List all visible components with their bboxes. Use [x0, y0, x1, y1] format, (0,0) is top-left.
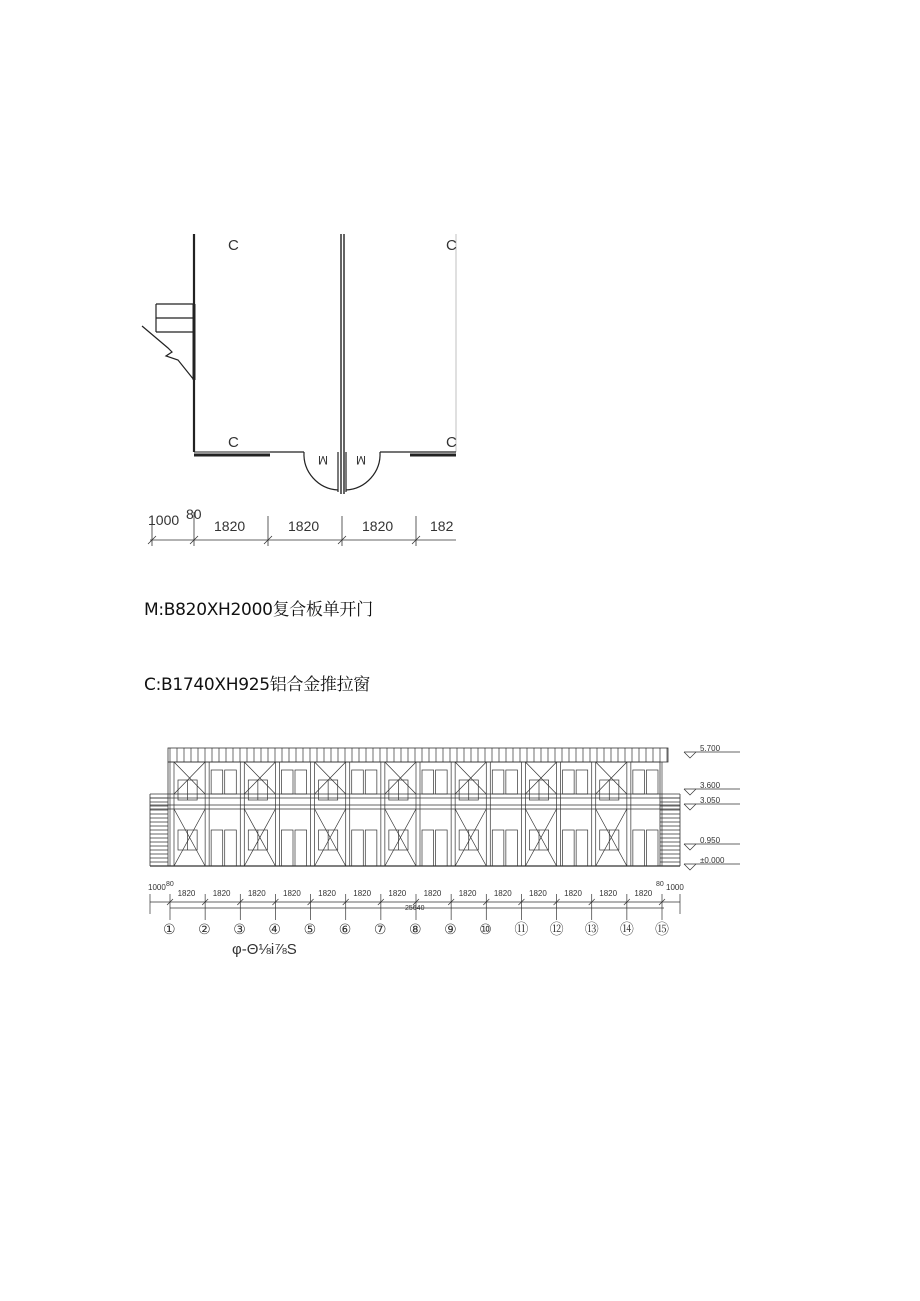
door-frame: [436, 770, 448, 794]
axis-label: ④: [268, 921, 281, 937]
window-mark: C: [446, 237, 457, 254]
dim-label: 1000: [666, 883, 684, 892]
dim-label: 1000: [148, 512, 180, 528]
level-marker: [684, 789, 696, 795]
door-frame: [295, 830, 307, 866]
axis-label: ⑩: [479, 921, 492, 937]
door-frame: [436, 830, 448, 866]
door-frame: [646, 830, 658, 866]
door-frame: [576, 830, 588, 866]
dim-label: 80: [186, 506, 202, 522]
bay-dim-label: 1820: [283, 889, 301, 898]
dim-label: 182: [430, 518, 454, 534]
door-mark: M: [356, 453, 366, 467]
bay-dim-label: 1820: [388, 889, 407, 898]
door-frame: [422, 770, 434, 794]
door-frame: [352, 830, 364, 866]
axis-label: ①: [163, 921, 176, 937]
door-frame: [211, 830, 223, 866]
bay-dim-label: 1820: [458, 889, 477, 898]
axis-label: ⑨: [444, 921, 457, 937]
door-frame: [352, 770, 364, 794]
axis-label: ②: [198, 921, 211, 937]
door-frame: [633, 770, 645, 794]
level-label: 3.600: [700, 781, 721, 790]
door-frame: [633, 830, 645, 866]
dim-label: 1820: [214, 518, 246, 534]
axis-label: ③: [233, 921, 246, 937]
dim-label: 1000: [148, 883, 166, 892]
axis-label: ⑥: [338, 921, 352, 937]
window-spec-text: C:B1740XH925铝合金推拉窗: [144, 675, 371, 695]
door-frame: [281, 770, 293, 794]
elevation-caption: φ-Θ⅛i⅞S: [232, 941, 297, 958]
bay-dim-label: 1820: [318, 889, 336, 898]
door-spec-text: M:B820XH2000复合板单开门: [144, 600, 373, 620]
bay-dim-label: 1820: [177, 889, 196, 898]
bay-dim-label: 1820: [599, 889, 618, 898]
bay-dim-label: 1820: [212, 889, 231, 898]
dim-label: 1820: [362, 518, 394, 534]
level-label: 0.950: [700, 836, 721, 845]
door-frame: [365, 830, 377, 866]
bay-dim-label: 1820: [247, 889, 266, 898]
elevation-drawing: [0, 730, 920, 990]
bay-dim-label: 1820: [493, 889, 512, 898]
door-frame: [492, 770, 504, 794]
bay-dim-label: 1820: [634, 889, 653, 898]
door-frame: [576, 770, 588, 794]
door-frame: [506, 770, 518, 794]
bay-dim-label: 1820: [423, 889, 442, 898]
door-frame: [225, 830, 237, 866]
level-marker: [684, 864, 696, 870]
window-mark: C: [446, 434, 457, 451]
door-mark: M: [318, 453, 328, 467]
door-frame: [646, 770, 658, 794]
level-label: ±0.000: [700, 856, 725, 865]
door-frame: [506, 830, 518, 866]
axis-label: ⑧: [409, 921, 422, 937]
door-frame: [492, 830, 504, 866]
axis-label: ⑫: [549, 921, 564, 937]
axis-label: ⑦: [373, 921, 387, 937]
window-mark: C: [228, 237, 239, 254]
bay-dim-label: 1820: [564, 889, 582, 898]
level-label: 5.700: [700, 744, 721, 753]
level-label: 3.050: [700, 796, 721, 805]
door-frame: [225, 770, 237, 794]
door-frame: [422, 830, 434, 866]
floor-plan-drawing: [0, 0, 920, 560]
door-frame: [563, 770, 575, 794]
total-dim-label: 25640: [405, 905, 425, 912]
door-frame: [365, 770, 377, 794]
axis-label: ⑪: [514, 921, 529, 937]
dim-label: 1820: [288, 518, 320, 534]
bay-dim-label: 1820: [353, 889, 372, 898]
level-marker: [684, 752, 696, 758]
window-mark: C: [228, 434, 239, 451]
axis-label: ⑤: [303, 921, 317, 937]
bay-dim-label: 1820: [529, 889, 547, 898]
door-frame: [563, 830, 575, 866]
axis-label: ⑭: [619, 921, 634, 937]
dim-label: 80: [166, 881, 174, 888]
dim-label: 80: [656, 881, 664, 888]
door-frame: [211, 770, 223, 794]
door-frame: [295, 770, 307, 794]
axis-label: ⑮: [655, 921, 669, 937]
door-frame: [281, 830, 293, 866]
level-marker: [684, 804, 696, 810]
axis-label: ⑬: [584, 921, 599, 937]
level-marker: [684, 844, 696, 850]
